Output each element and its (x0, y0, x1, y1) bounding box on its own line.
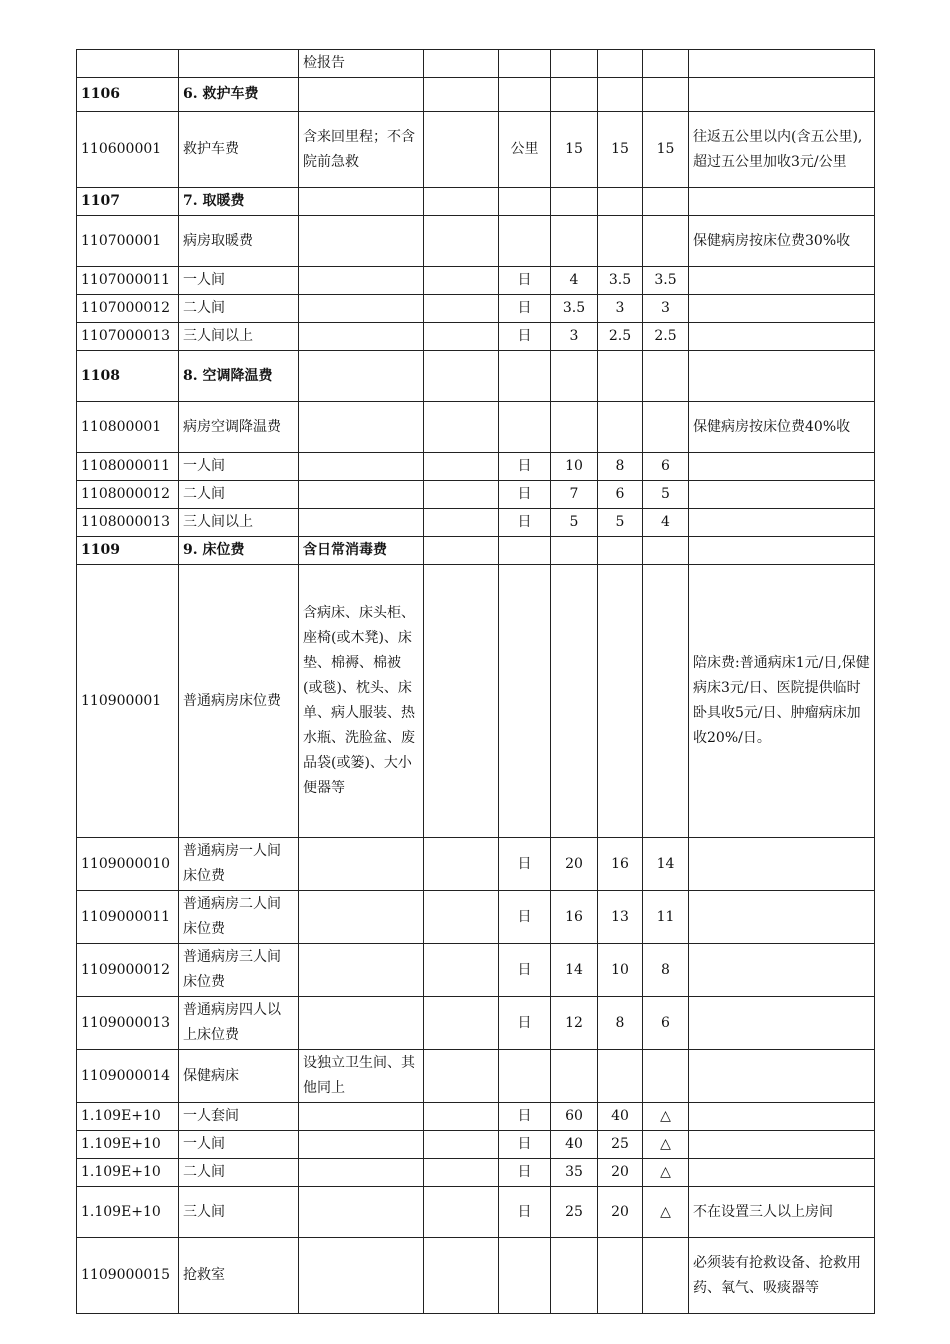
cell-item-name: 二人间 (179, 295, 299, 323)
cell-price-level-2 (598, 188, 643, 216)
cell-item-name: 救护车费 (179, 112, 299, 188)
cell-price-level-3: 4 (643, 509, 689, 537)
cell-item-code: 1107000013 (77, 323, 179, 351)
cell-item-name: 7. 取暖费 (179, 188, 299, 216)
cell-item-code: 1108000012 (77, 481, 179, 509)
cell-item-content: 含来回里程；不含院前急救 (299, 112, 424, 188)
cell-price-level-2 (598, 351, 643, 402)
cell-remarks (689, 1131, 875, 1159)
cell-unit: 日 (499, 838, 551, 891)
table-row (77, 402, 875, 453)
cell-item-name: 一人间 (179, 267, 299, 295)
cell-item-name: 病房取暖费 (179, 216, 299, 267)
cell-remarks: 陪床费:普通病床1元/日,保健病床3元/日、医院提供临时卧具收5元/日、肿瘤病床加收20%/日。 (689, 565, 875, 838)
cell-item-content (299, 188, 424, 216)
cell-excluded (424, 1131, 499, 1159)
cell-price-level-2 (598, 537, 643, 565)
cell-price-level-1 (551, 537, 598, 565)
cell-remarks: 保健病房按床位费30%收 (689, 216, 875, 267)
cell-price-level-1 (551, 351, 598, 402)
cell-item-content (299, 1103, 424, 1131)
cell-excluded (424, 453, 499, 481)
cell-unit (499, 1050, 551, 1103)
cell-price-level-1: 12 (551, 997, 598, 1050)
cell-item-code: 1109000013 (77, 997, 179, 1050)
cell-price-level-1: 20 (551, 838, 598, 891)
cell-item-code: 1106 (77, 78, 179, 112)
cell-item-content (299, 351, 424, 402)
cell-price-level-1: 10 (551, 453, 598, 481)
cell-price-level-2 (598, 1050, 643, 1103)
table-row (77, 481, 875, 509)
cell-item-name: 一人间 (179, 453, 299, 481)
cell-item-content (299, 1187, 424, 1238)
cell-price-level-1 (551, 1238, 598, 1314)
cell-price-level-2: 15 (598, 112, 643, 188)
cell-price-level-3 (643, 78, 689, 112)
cell-unit (499, 537, 551, 565)
table-row (77, 1238, 875, 1314)
cell-unit: 日 (499, 997, 551, 1050)
cell-price-level-1 (551, 50, 598, 78)
cell-item-name: 三人间以上 (179, 323, 299, 351)
cell-item-name (179, 50, 299, 78)
cell-item-name: 保健病床 (179, 1050, 299, 1103)
table-row (77, 216, 875, 267)
cell-item-content: 设独立卫生间、其他同上 (299, 1050, 424, 1103)
cell-price-level-3 (643, 1050, 689, 1103)
cell-excluded (424, 1238, 499, 1314)
table-row (77, 78, 875, 112)
cell-unit: 日 (499, 267, 551, 295)
cell-excluded (424, 537, 499, 565)
cell-excluded (424, 295, 499, 323)
cell-price-level-2: 2.5 (598, 323, 643, 351)
cell-remarks (689, 78, 875, 112)
cell-remarks (689, 838, 875, 891)
cell-price-level-1 (551, 402, 598, 453)
cell-item-name: 一人间 (179, 1131, 299, 1159)
cell-item-content (299, 891, 424, 944)
table-row (77, 509, 875, 537)
cell-item-code (77, 50, 179, 78)
cell-unit: 日 (499, 944, 551, 997)
cell-excluded (424, 1103, 499, 1131)
cell-price-level-3: △ (643, 1131, 689, 1159)
cell-item-code: 1.109E+10 (77, 1131, 179, 1159)
cell-price-level-3: 3 (643, 295, 689, 323)
cell-excluded (424, 1159, 499, 1187)
cell-price-level-3 (643, 188, 689, 216)
cell-unit: 日 (499, 891, 551, 944)
cell-remarks (689, 267, 875, 295)
cell-price-level-3: 6 (643, 997, 689, 1050)
cell-item-content (299, 481, 424, 509)
cell-item-name: 8. 空调降温费 (179, 351, 299, 402)
cell-item-code: 110800001 (77, 402, 179, 453)
cell-item-content (299, 997, 424, 1050)
cell-unit: 公里 (499, 112, 551, 188)
cell-price-level-1: 16 (551, 891, 598, 944)
table-row (77, 944, 875, 997)
cell-price-level-3: 5 (643, 481, 689, 509)
cell-excluded (424, 1050, 499, 1103)
cell-item-name: 9. 床位费 (179, 537, 299, 565)
cell-remarks (689, 1103, 875, 1131)
cell-price-level-2: 3 (598, 295, 643, 323)
cell-unit: 日 (499, 453, 551, 481)
cell-remarks (689, 188, 875, 216)
cell-excluded (424, 997, 499, 1050)
table-row (77, 1187, 875, 1238)
cell-remarks (689, 537, 875, 565)
cell-item-code: 110900001 (77, 565, 179, 838)
cell-excluded (424, 267, 499, 295)
cell-remarks (689, 997, 875, 1050)
cell-item-code: 1107 (77, 188, 179, 216)
cell-item-name: 病房空调降温费 (179, 402, 299, 453)
cell-price-level-2: 16 (598, 838, 643, 891)
cell-item-code: 110600001 (77, 112, 179, 188)
cell-price-level-2: 20 (598, 1187, 643, 1238)
cell-price-level-2: 8 (598, 453, 643, 481)
table-row (77, 112, 875, 188)
cell-remarks (689, 351, 875, 402)
cell-item-code: 1109000014 (77, 1050, 179, 1103)
cell-item-content (299, 1159, 424, 1187)
cell-price-level-1: 35 (551, 1159, 598, 1187)
cell-excluded (424, 188, 499, 216)
cell-price-level-3: 6 (643, 453, 689, 481)
cell-item-code: 1109 (77, 537, 179, 565)
cell-price-level-3: △ (643, 1103, 689, 1131)
cell-remarks: 必须装有抢救设备、抢救用药、氧气、吸痰器等 (689, 1238, 875, 1314)
cell-unit (499, 351, 551, 402)
cell-price-level-3 (643, 402, 689, 453)
cell-price-level-1: 4 (551, 267, 598, 295)
cell-item-code: 110700001 (77, 216, 179, 267)
cell-price-level-3 (643, 50, 689, 78)
table-row (77, 50, 875, 78)
cell-item-name: 普通病房四人以上床位费 (179, 997, 299, 1050)
cell-price-level-1 (551, 1050, 598, 1103)
cell-unit: 日 (499, 1187, 551, 1238)
table-row (77, 565, 875, 838)
cell-price-level-3: 8 (643, 944, 689, 997)
table-row (77, 1103, 875, 1131)
cell-unit (499, 216, 551, 267)
cell-item-content (299, 509, 424, 537)
cell-item-content (299, 78, 424, 112)
table-row (77, 453, 875, 481)
cell-price-level-2: 6 (598, 481, 643, 509)
cell-item-content (299, 267, 424, 295)
cell-price-level-3 (643, 351, 689, 402)
cell-price-level-1: 3 (551, 323, 598, 351)
cell-price-level-1: 14 (551, 944, 598, 997)
cell-price-level-2 (598, 565, 643, 838)
cell-remarks (689, 481, 875, 509)
cell-remarks (689, 509, 875, 537)
cell-price-level-1: 40 (551, 1131, 598, 1159)
cell-item-content (299, 838, 424, 891)
cell-price-level-2: 13 (598, 891, 643, 944)
cell-price-level-3: 11 (643, 891, 689, 944)
cell-price-level-2 (598, 78, 643, 112)
cell-price-level-1 (551, 78, 598, 112)
table-row (77, 267, 875, 295)
cell-price-level-2: 20 (598, 1159, 643, 1187)
cell-item-content: 含病床、床头柜、座椅(或木凳)、床垫、棉褥、棉被(或毯)、枕头、床单、病人服装、热水瓶、洗脸盆、废品袋(或篓)、大小便器等 (299, 565, 424, 838)
table-row (77, 1131, 875, 1159)
cell-item-code: 1108 (77, 351, 179, 402)
cell-unit: 日 (499, 1131, 551, 1159)
cell-unit (499, 1238, 551, 1314)
cell-item-name: 三人间 (179, 1187, 299, 1238)
cell-item-name: 抢救室 (179, 1238, 299, 1314)
table-row (77, 1050, 875, 1103)
cell-item-name: 6. 救护车费 (179, 78, 299, 112)
cell-unit: 日 (499, 323, 551, 351)
cell-item-content (299, 295, 424, 323)
cell-price-level-1 (551, 565, 598, 838)
cell-excluded (424, 78, 499, 112)
cell-price-level-1: 25 (551, 1187, 598, 1238)
cell-remarks: 不在设置三人以上房间 (689, 1187, 875, 1238)
table-row (77, 295, 875, 323)
cell-excluded (424, 402, 499, 453)
cell-price-level-2: 25 (598, 1131, 643, 1159)
cell-unit (499, 50, 551, 78)
cell-price-level-3 (643, 1238, 689, 1314)
cell-item-content (299, 1131, 424, 1159)
cell-remarks (689, 50, 875, 78)
cell-excluded (424, 838, 499, 891)
cell-item-content: 检报告 (299, 50, 424, 78)
table-row (77, 997, 875, 1050)
table-row (77, 838, 875, 891)
table-row (77, 537, 875, 565)
cell-item-content (299, 944, 424, 997)
cell-price-level-3: 3.5 (643, 267, 689, 295)
cell-price-level-1: 3.5 (551, 295, 598, 323)
cell-item-content (299, 453, 424, 481)
cell-price-level-2: 8 (598, 997, 643, 1050)
cell-excluded (424, 50, 499, 78)
cell-item-code: 1108000013 (77, 509, 179, 537)
cell-price-level-3: △ (643, 1159, 689, 1187)
cell-remarks (689, 453, 875, 481)
cell-price-level-1: 7 (551, 481, 598, 509)
cell-price-level-2: 3.5 (598, 267, 643, 295)
cell-item-code: 1108000011 (77, 453, 179, 481)
cell-excluded (424, 112, 499, 188)
cell-item-name: 普通病房三人间床位费 (179, 944, 299, 997)
cell-price-level-3: 14 (643, 838, 689, 891)
cell-price-level-2: 40 (598, 1103, 643, 1131)
cell-item-content (299, 323, 424, 351)
cell-price-level-2: 5 (598, 509, 643, 537)
cell-item-name: 普通病房床位费 (179, 565, 299, 838)
cell-excluded (424, 216, 499, 267)
table-row (77, 351, 875, 402)
cell-remarks (689, 891, 875, 944)
cell-price-level-1: 15 (551, 112, 598, 188)
cell-item-code: 1.109E+10 (77, 1103, 179, 1131)
table-row (77, 188, 875, 216)
cell-excluded (424, 565, 499, 838)
cell-price-level-3: △ (643, 1187, 689, 1238)
cell-remarks (689, 323, 875, 351)
cell-unit: 日 (499, 509, 551, 537)
cell-remarks: 保健病房按床位费40%收 (689, 402, 875, 453)
cell-item-code: 1107000011 (77, 267, 179, 295)
cell-price-level-2 (598, 402, 643, 453)
cell-item-name: 普通病房一人间床位费 (179, 838, 299, 891)
cell-price-level-2 (598, 216, 643, 267)
cell-price-level-3 (643, 216, 689, 267)
cell-excluded (424, 481, 499, 509)
cell-remarks (689, 1050, 875, 1103)
cell-unit (499, 402, 551, 453)
cell-item-code: 1.109E+10 (77, 1187, 179, 1238)
cell-item-content (299, 402, 424, 453)
table-row (77, 323, 875, 351)
cell-remarks: 往返五公里以内(含五公里),超过五公里加收3元/公里 (689, 112, 875, 188)
cell-excluded (424, 1187, 499, 1238)
cell-unit: 日 (499, 1103, 551, 1131)
cell-item-name: 三人间以上 (179, 509, 299, 537)
cell-item-code: 1.109E+10 (77, 1159, 179, 1187)
cell-unit (499, 188, 551, 216)
cell-price-level-3: 2.5 (643, 323, 689, 351)
table-row (77, 891, 875, 944)
cell-price-level-1 (551, 188, 598, 216)
cell-excluded (424, 323, 499, 351)
cell-unit: 日 (499, 481, 551, 509)
cell-item-content (299, 1238, 424, 1314)
table-row (77, 1159, 875, 1187)
cell-price-level-3 (643, 537, 689, 565)
cell-excluded (424, 509, 499, 537)
cell-price-level-3 (643, 565, 689, 838)
cell-item-name: 二人间 (179, 1159, 299, 1187)
cell-item-code: 1109000010 (77, 838, 179, 891)
cell-item-name: 普通病房二人间床位费 (179, 891, 299, 944)
cell-unit (499, 565, 551, 838)
cell-price-level-1: 5 (551, 509, 598, 537)
cell-item-code: 1107000012 (77, 295, 179, 323)
cell-price-level-2 (598, 1238, 643, 1314)
cell-unit: 日 (499, 295, 551, 323)
cell-item-code: 1109000015 (77, 1238, 179, 1314)
cell-price-level-1 (551, 216, 598, 267)
cell-remarks (689, 944, 875, 997)
cell-excluded (424, 891, 499, 944)
cell-remarks (689, 1159, 875, 1187)
cell-excluded (424, 351, 499, 402)
cell-excluded (424, 944, 499, 997)
cell-remarks (689, 295, 875, 323)
cell-price-level-2 (598, 50, 643, 78)
cell-item-name: 二人间 (179, 481, 299, 509)
cell-item-code: 1109000012 (77, 944, 179, 997)
cell-unit: 日 (499, 1159, 551, 1187)
cell-unit (499, 78, 551, 112)
cell-item-content (299, 216, 424, 267)
cell-item-code: 1109000011 (77, 891, 179, 944)
cell-item-name: 一人套间 (179, 1103, 299, 1131)
cell-item-content: 含日常消毒费 (299, 537, 424, 565)
cell-price-level-1: 60 (551, 1103, 598, 1131)
cell-price-level-3: 15 (643, 112, 689, 188)
fee-table (76, 49, 875, 1314)
cell-price-level-2: 10 (598, 944, 643, 997)
